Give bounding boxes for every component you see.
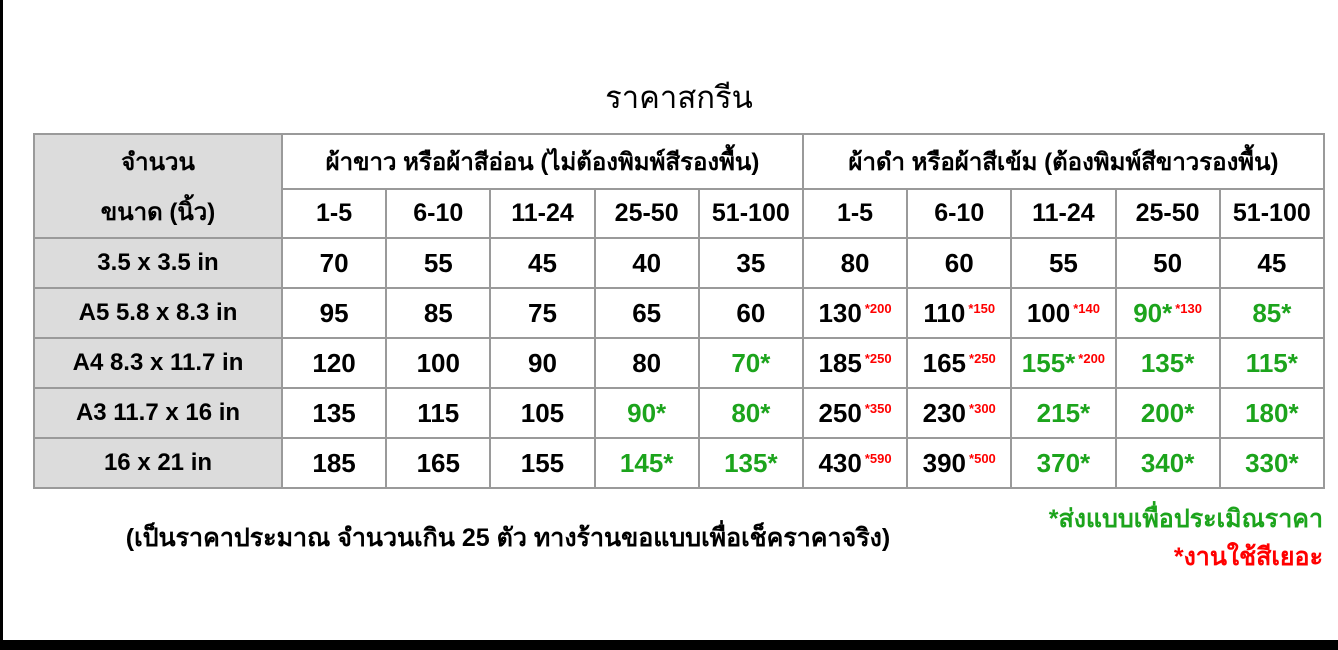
price-cell bbox=[282, 238, 386, 288]
price-cell bbox=[595, 338, 699, 388]
price-value: 115* bbox=[1245, 347, 1298, 378]
price-value: 340* bbox=[1140, 447, 1195, 478]
price-cell bbox=[490, 338, 594, 388]
price-cell bbox=[490, 388, 594, 438]
price-value: 430 bbox=[818, 447, 862, 478]
price-cell bbox=[1220, 288, 1324, 338]
price-table-container bbox=[33, 133, 1325, 489]
price-cell bbox=[386, 238, 490, 288]
price-cell bbox=[1011, 388, 1115, 438]
group-header-row bbox=[34, 134, 1324, 189]
price-value: 80* bbox=[731, 397, 771, 428]
price-cell bbox=[1116, 288, 1220, 338]
note-many-colors: *งานใช้สีเยอะ bbox=[1173, 543, 1323, 571]
price-value: 45 bbox=[528, 247, 557, 278]
size-cell: A4 8.3 x 11.7 in bbox=[34, 338, 282, 388]
price-cell bbox=[595, 438, 699, 488]
price-value: 70 bbox=[319, 247, 349, 278]
price-cell bbox=[699, 238, 803, 288]
table-row bbox=[34, 388, 1324, 438]
group-header-dark-fabric: ผ้าดำ หรือผ้าสีเข้ม (ต้องพิมพ์สีขาวรองพื้น) bbox=[803, 134, 1324, 189]
price-value: 155 bbox=[520, 447, 565, 478]
price-value: 75 bbox=[528, 297, 557, 328]
price-table bbox=[33, 133, 1325, 489]
price-value: 330* bbox=[1245, 447, 1299, 478]
price-note-superscript: *350 bbox=[864, 400, 892, 416]
price-cell bbox=[1220, 438, 1324, 488]
qty-header-cell: 51-100 bbox=[1220, 189, 1324, 238]
note-send-design: *ส่งแบบเพื่อประเมิณราคา bbox=[1048, 505, 1323, 533]
price-note-superscript: *150 bbox=[968, 300, 996, 316]
qty-header-cell: 11-24 bbox=[490, 189, 594, 238]
price-cell bbox=[803, 438, 907, 488]
price-cell bbox=[803, 338, 907, 388]
size-cell: 16 x 21 in bbox=[34, 438, 282, 488]
price-note-superscript: *250 bbox=[969, 350, 996, 366]
price-cell bbox=[1116, 238, 1220, 288]
price-cell bbox=[386, 438, 490, 488]
price-value: 50 bbox=[1153, 247, 1183, 278]
price-cell bbox=[490, 288, 594, 338]
price-value: 85 bbox=[423, 297, 453, 328]
table-row bbox=[34, 438, 1324, 488]
price-value: 230 bbox=[922, 397, 967, 428]
price-cell bbox=[1116, 388, 1220, 438]
price-note-superscript: *140 bbox=[1073, 300, 1100, 316]
price-cell bbox=[1220, 388, 1324, 438]
price-value: 40 bbox=[632, 247, 662, 278]
price-note-superscript: *130 bbox=[1175, 300, 1202, 316]
price-note-superscript: *200 bbox=[1078, 350, 1106, 366]
price-cell bbox=[282, 338, 386, 388]
price-cell bbox=[1116, 338, 1220, 388]
qty-header-cell: 6-10 bbox=[386, 189, 490, 238]
price-cell bbox=[699, 388, 803, 438]
price-value: 165 bbox=[922, 347, 967, 378]
price-value: 370* bbox=[1036, 447, 1091, 478]
price-note-superscript: *500 bbox=[969, 450, 996, 466]
price-value: 110 bbox=[923, 297, 966, 328]
corner-header-cell bbox=[34, 134, 282, 238]
price-cell bbox=[282, 438, 386, 488]
price-cell bbox=[1116, 438, 1220, 488]
price-cell bbox=[282, 288, 386, 338]
price-cell bbox=[907, 388, 1011, 438]
price-value: 35 bbox=[736, 247, 766, 278]
qty-header-cell: 6-10 bbox=[907, 189, 1011, 238]
price-value: 85* bbox=[1252, 297, 1292, 328]
qty-header-cell: 25-50 bbox=[1116, 189, 1220, 238]
qty-header-cell: 51-100 bbox=[699, 189, 803, 238]
price-value: 65 bbox=[632, 297, 662, 328]
price-cell bbox=[1011, 288, 1115, 338]
price-cell bbox=[1220, 338, 1324, 388]
bottom-border-bar bbox=[0, 640, 1338, 650]
price-value: 80 bbox=[632, 347, 662, 378]
price-value: 90* bbox=[1133, 297, 1173, 328]
table-row bbox=[34, 288, 1324, 338]
qty-header-cell: 1-5 bbox=[803, 189, 907, 238]
price-note-superscript: *300 bbox=[969, 400, 996, 416]
page-title: ราคาสกรีน bbox=[605, 80, 753, 115]
qty-header-cell: 11-24 bbox=[1011, 189, 1115, 238]
price-value: 130 bbox=[818, 297, 862, 328]
price-value: 90 bbox=[528, 347, 557, 378]
price-value: 95 bbox=[319, 297, 349, 328]
price-cell bbox=[699, 338, 803, 388]
price-value: 185 bbox=[312, 447, 356, 478]
price-cell bbox=[1011, 338, 1115, 388]
price-cell bbox=[386, 388, 490, 438]
price-value: 80 bbox=[840, 247, 870, 278]
price-value: 45 bbox=[1257, 247, 1287, 278]
price-table-body bbox=[34, 238, 1324, 488]
price-value: 115 bbox=[417, 397, 460, 428]
price-value: 135* bbox=[1140, 347, 1195, 378]
price-value: 60 bbox=[736, 297, 766, 328]
price-value: 135* bbox=[724, 447, 778, 478]
corner-header-line1: จำนวน bbox=[121, 148, 195, 176]
price-value: 165 bbox=[416, 447, 460, 478]
price-cell bbox=[907, 288, 1011, 338]
price-note-superscript: *250 bbox=[864, 350, 892, 366]
price-value: 105 bbox=[520, 397, 565, 428]
price-cell bbox=[907, 238, 1011, 288]
corner-header-line2: ขนาด (นิ้ว) bbox=[100, 198, 216, 226]
size-cell: A5 5.8 x 8.3 in bbox=[34, 288, 282, 338]
size-cell: 3.5 x 3.5 in bbox=[34, 238, 282, 288]
size-cell: A3 11.7 x 16 in bbox=[34, 388, 282, 438]
price-value: 100 bbox=[416, 347, 460, 378]
qty-header-cell: 1-5 bbox=[282, 189, 386, 238]
price-cell bbox=[386, 288, 490, 338]
left-border-line bbox=[0, 0, 3, 650]
price-value: 55 bbox=[423, 247, 453, 278]
price-value: 145* bbox=[619, 447, 674, 478]
price-value: 215* bbox=[1036, 397, 1091, 428]
price-value: 120 bbox=[312, 347, 356, 378]
table-row bbox=[34, 338, 1324, 388]
price-cell bbox=[907, 338, 1011, 388]
price-cell bbox=[803, 288, 907, 338]
price-value: 100 bbox=[1026, 297, 1071, 328]
price-cell bbox=[1220, 238, 1324, 288]
price-cell bbox=[803, 238, 907, 288]
price-value: 70* bbox=[731, 347, 771, 378]
qty-header-cell: 25-50 bbox=[595, 189, 699, 238]
price-cell bbox=[282, 388, 386, 438]
price-value: 390 bbox=[922, 447, 967, 478]
group-header-light-fabric: ผ้าขาว หรือผ้าสีอ่อน (ไม่ต้องพิมพ์สีรองพื้น) bbox=[282, 134, 803, 189]
price-cell bbox=[699, 288, 803, 338]
price-note-superscript: *590 bbox=[864, 450, 892, 466]
price-cell bbox=[1011, 238, 1115, 288]
price-cell bbox=[490, 438, 594, 488]
price-cell bbox=[490, 238, 594, 288]
price-cell bbox=[907, 438, 1011, 488]
price-cell bbox=[1011, 438, 1115, 488]
price-cell bbox=[699, 438, 803, 488]
price-cell bbox=[595, 388, 699, 438]
price-cell bbox=[386, 338, 490, 388]
price-value: 60 bbox=[944, 247, 974, 278]
note-approximate-price: (เป็นราคาประมาณ จำนวนเกิน 25 ตัว ทางร้านขอแบบเพื่อเช็คราคาจริง) bbox=[125, 524, 891, 552]
table-row bbox=[34, 238, 1324, 288]
price-cell bbox=[595, 288, 699, 338]
price-cell bbox=[595, 238, 699, 288]
price-cell bbox=[803, 388, 907, 438]
price-value: 90* bbox=[627, 397, 667, 428]
price-note-superscript: *200 bbox=[864, 300, 892, 316]
price-value: 185 bbox=[818, 347, 862, 378]
price-value: 55 bbox=[1048, 247, 1078, 278]
price-value: 200* bbox=[1140, 397, 1195, 428]
price-value: 155* bbox=[1021, 347, 1076, 378]
price-value: 135 bbox=[312, 397, 356, 428]
price-value: 250 bbox=[818, 397, 862, 428]
price-value: 180* bbox=[1245, 397, 1299, 428]
